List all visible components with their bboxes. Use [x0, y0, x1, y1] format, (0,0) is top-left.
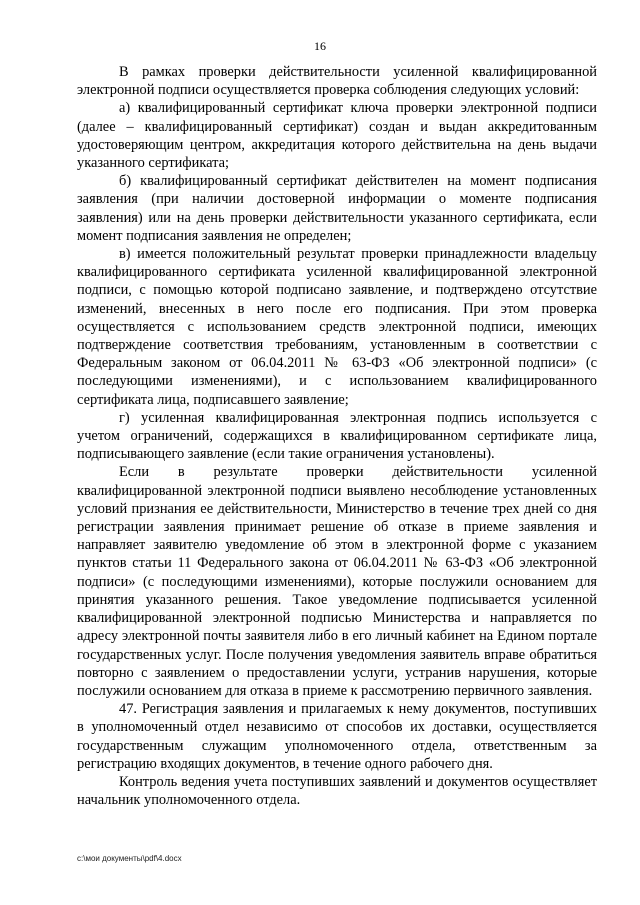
paragraph-condition-a: а) квалифицированный сертификат ключа проверки электронной подписи (далее – квалифицированный сертификат) создан и выдан аккредитованным удостоверяющим центром, аккредитация которого действительна на день выдачи указанного сертификата;	[77, 100, 597, 172]
page-number: 16	[314, 39, 326, 53]
paragraph-control: Контроль ведения учета поступивших заявлений и документов осуществляет начальник уполномоченного отдела.	[77, 773, 597, 809]
paragraph-condition-b: б) квалифицированный сертификат действителен на момент подписания заявления (при наличии достоверной информации о моменте подписания заявления) или на день проверки действительности указанного сертификата, если момент подписания заявления не определен;	[77, 173, 597, 244]
paragraph-condition-v: в) имеется положительный результат проверки принадлежности владельцу квалифицированного сертификата усиленной квалифицированной электронной подписи, с помощью которой подписано заявление, и подтверждено отсутствие изменений, внесенных в него после его подписания. При этом проверка осуществляется с использованием средств электронной подписи, имеющих подтверждение соответствия требованиям, установленным в соответствии с Федеральным законом от 06.04.2011 № 63-ФЗ «Об электронной подписи» (с последующими изменениями), и с использованием квалифицированного сертификата лица, подписавшего заявление;	[77, 246, 597, 408]
paragraph-item-47: 47. Регистрация заявления и прилагаемых к нему документов, поступивших в уполномоченный отдел независимо от способов их доставки, осуществляется государственным служащим уполномоченного отдела, ответственным за регистрацию входящих документов, в течение одного рабочего дня.	[77, 701, 597, 772]
paragraph-intro: В рамках проверки действительности усиленной квалифицированной электронной подписи осуществляется проверка соблюдения следующих условий:	[77, 64, 597, 99]
document-body	[77, 63, 597, 809]
footer-file-path: c:\мои документы\pdf\4.docx	[77, 854, 182, 863]
paragraph-condition-g: г) усиленная квалифицированная электронная подпись используется с учетом ограничений, содержащихся в квалифицированном сертификате лица, подписывающего заявление (если такие ограничения установлены).	[77, 409, 597, 463]
paragraph-refusal: Если в результате проверки действительности усиленной квалифицированной электронной подписи выявлено несоблюдение установленных условий признания ее действительности, Министерство в течение трех дней со дня регистрации заявления принимает решение об отказе в приеме заявления и направляет заявителю уведомление об этом в электронной форме с указанием пунктов статьи 11 Федерального закона от 06.04.2011 № 63-ФЗ «Об электронной подписи» (с последующими изменениями), которые послужили основанием для принятия указанного решения. Такое уведомление подписывается усиленной квалифицированной электронной подписью Министерства и направляется по адресу электронной почты заявителя либо в его личный кабинет на Едином портале государственных услуг. После получения уведомления заявитель вправе обратиться повторно с заявлением о предоставлении услуги, устранив нарушения, которые послужили основанием для отказа в приеме к рассмотрению первичного заявления.	[77, 464, 597, 699]
